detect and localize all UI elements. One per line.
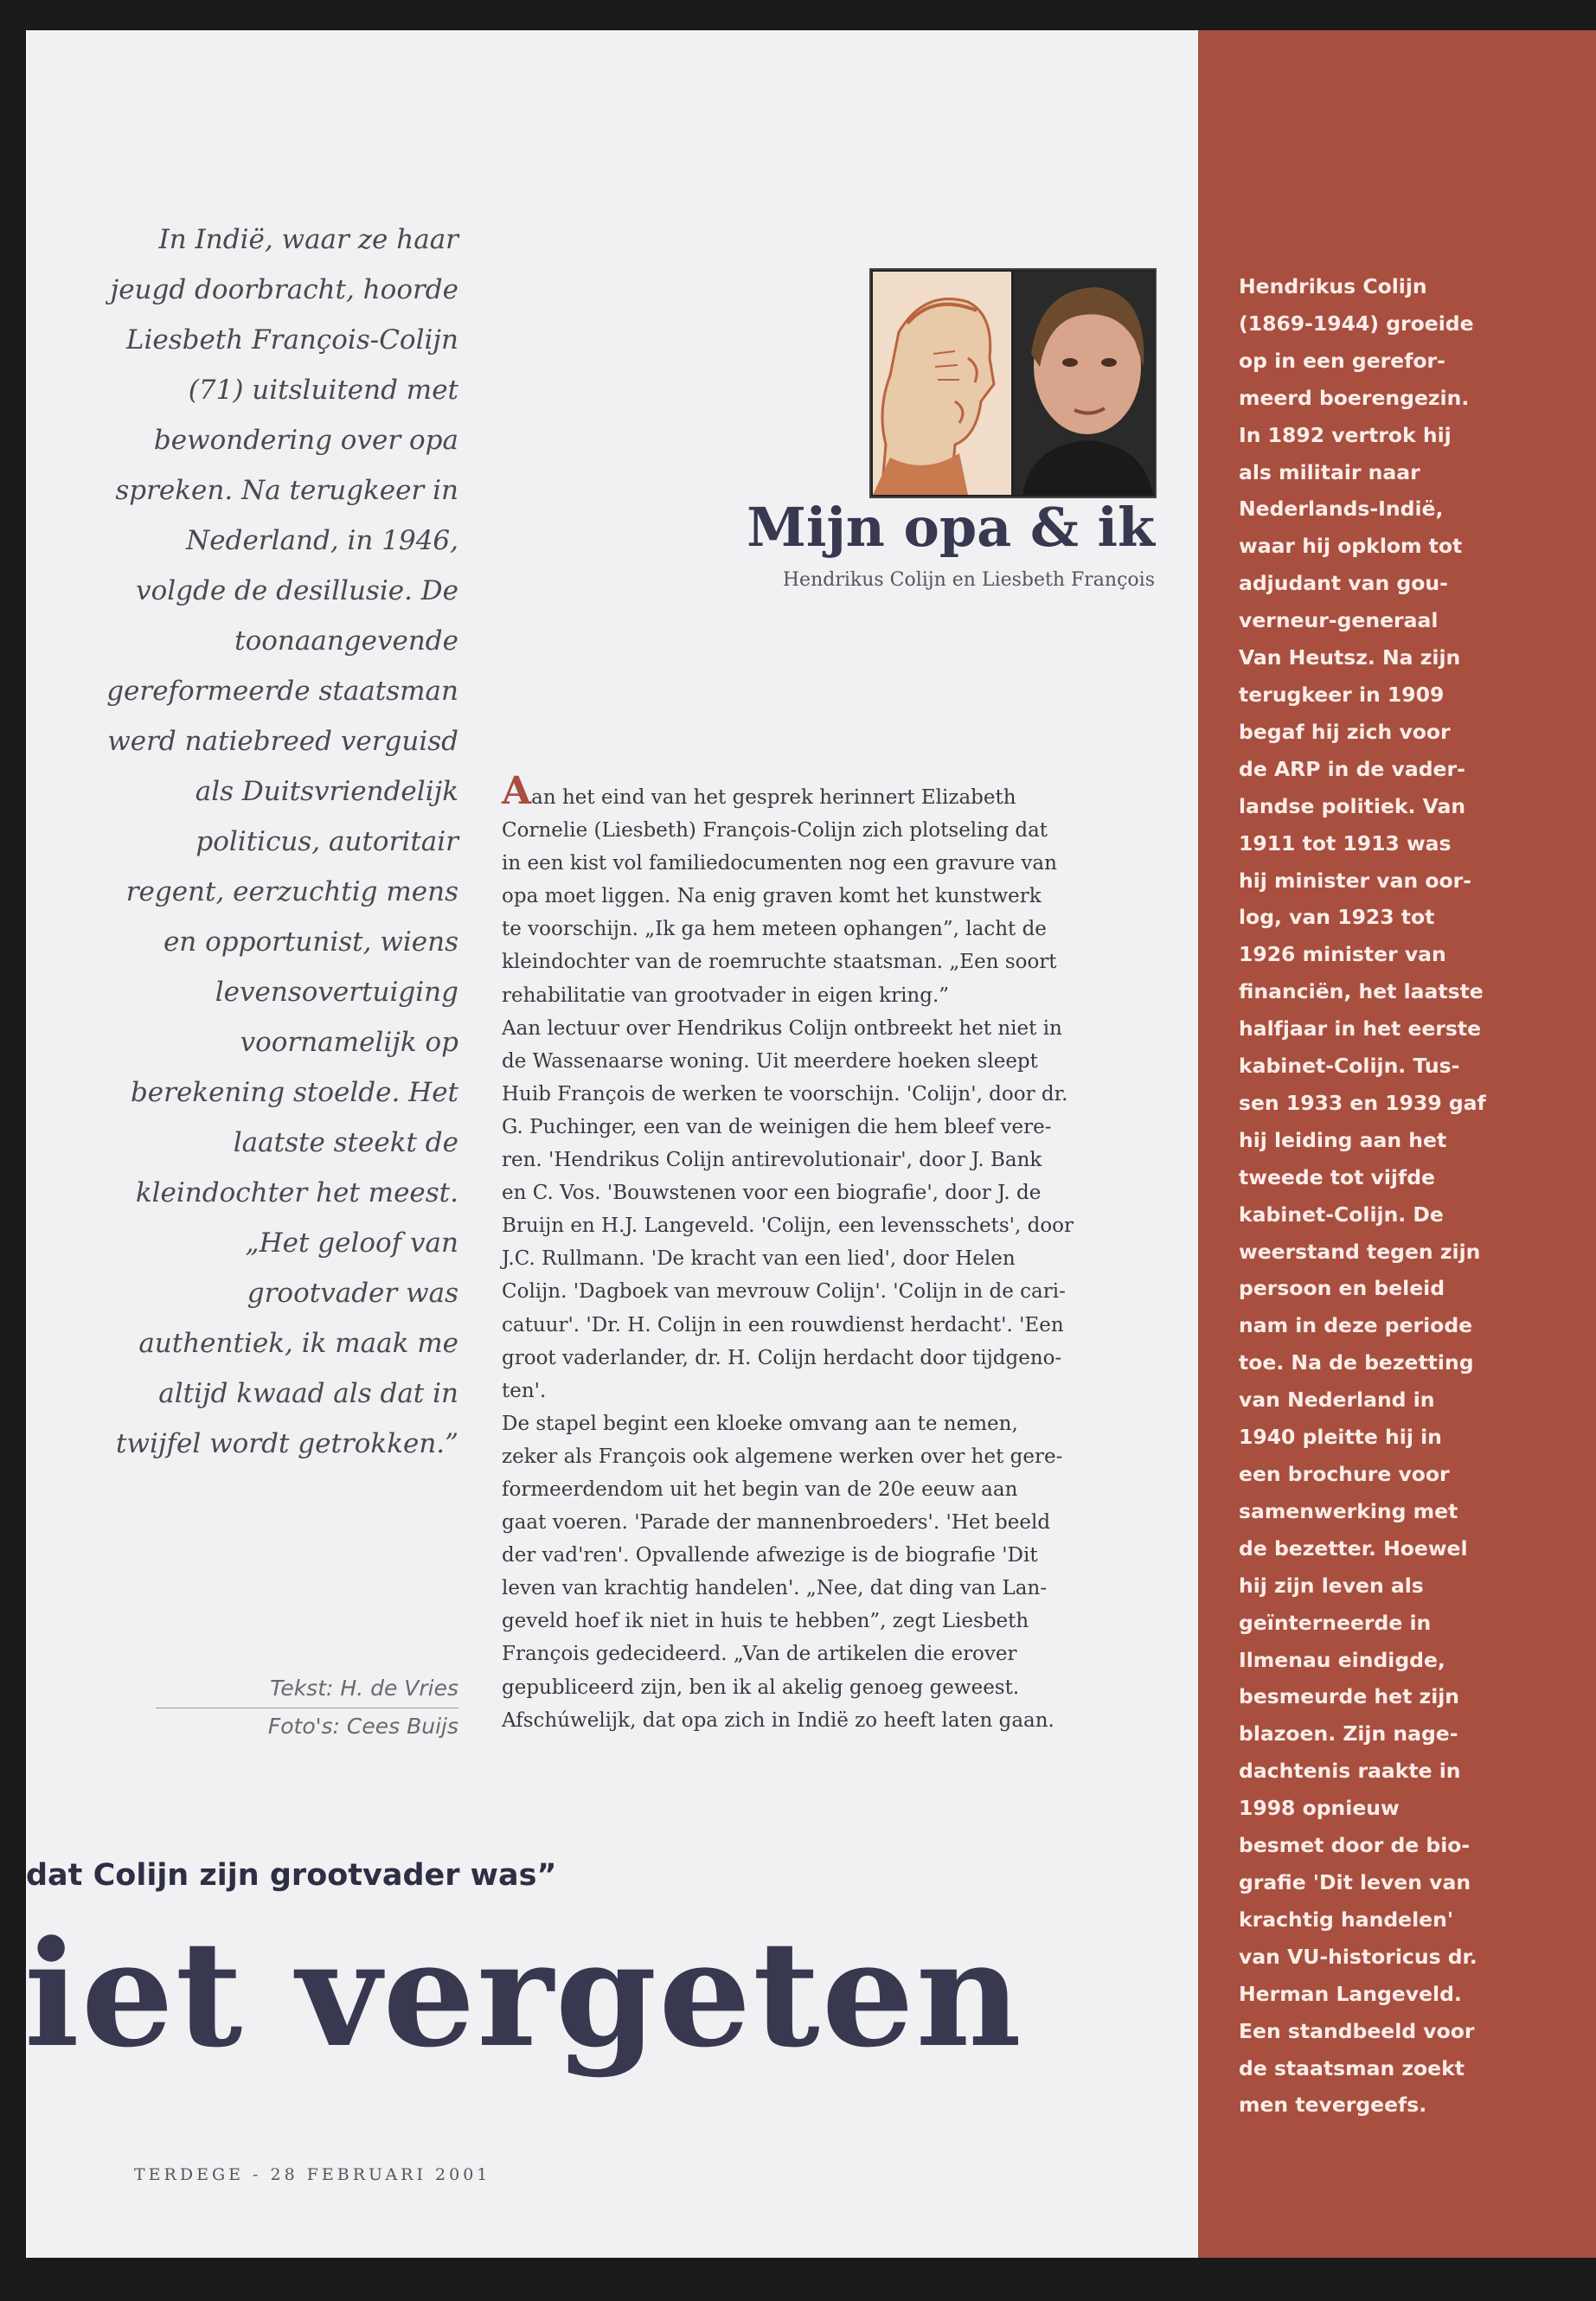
headline-title: iet vergeten — [24, 1908, 1023, 2080]
caricature-sketch-image — [873, 272, 1011, 495]
credit-photo: Foto's: Cees Buijs — [267, 1714, 458, 1739]
header-photo — [869, 268, 1157, 498]
drop-cap: A — [502, 769, 532, 813]
credits — [156, 1670, 458, 1746]
section-title: Mijn opa & ik — [747, 496, 1155, 559]
section-subtitle: Hendrikus Colijn en Liesbeth François — [782, 569, 1155, 591]
article-body — [502, 769, 1151, 1737]
headline-quote: dat Colijn zijn grootvader was” — [26, 1858, 557, 1893]
biography-text: Hendrikus Colijn (1869-1944) groeide op in een gerefor- meerd boerengezin. In 1892 vertrok hij als militair naar Nederlands-Indië, waar hij opklom tot adjudant van gou- verneur-generaal Van Heutsz. Na zijn terugkeer in 1909 begaf hij zich voor de ARP in de vader- landse politiek. Van 1911 tot 1913 was hij minister van oor- log, van 1923 tot 1926 minister van financiën, het laatste halfjaar in het eerste kabinet-Colijn. Tus- sen 1933 en 1939 gaf hij leiding aan het tweede tot vijfde kabinet-Colijn. De weerstand tegen zijn persoon en beleid nam in deze periode toe. Na de bezetting van Nederland in 1940 pleitte hij in een brochure voor samenwerking met de bezetter. Hoewel hij zijn leven als geïnterneerde in Ilmenau eindigde, besmeurde het zijn blazoen. Zijn nage- dachtenis raakte in 1998 opnieuw besmet door de bio- grafie 'Dit leven van krachtig handelen' van VU-historicus dr. Herman Langeveld. Een standbeeld voor de staatsman zoekt men tevergeefs. — [1239, 274, 1486, 2118]
intro-paragraph: In Indië, waar ze haar jeugd doorbracht, hoorde Liesbeth François-Colijn (71) uitsluitend met bewondering over opa spreken. Na terugkeer in Nederland, in 1946, volgde de desillusie. De toonaangevende gereformeerde staatsman werd natiebreed verguisd als Duitsvriendelijk politicus, autoritair regent, eerzuchtig mens en opportunist, wiens levensovertuiging voornamelijk op berekening stoelde. Het laatste steekt de kleindochter het meest. „Het geloof van grootvader was authentiek, ik maak me altijd kwaad als dat in twijfel wordt getrokken.” — [106, 224, 458, 1459]
article-text: an het eind van het gesprek herinnert Elizabeth Cornelie (Liesbeth) François-Colijn zich plotseling dat in een kist vol familiedocumenten nog een gravure van opa moet liggen. Na enig graven komt het kunstwerk te voorschijn. „Ik ga hem meteen ophangen”, lacht de kleindochter van de roemruchte staatsman. „Een soort rehabilitatie van grootvader in eigen kring.” Aan lectuur over Hendrikus Colijn ontbreekt het niet in de Wassenaarse woning. Uit meerdere hoeken sleept Huib François de werken te voorschijn. 'Colijn', door dr. G. Puchinger, een van de weinigen die hem bleef vere- ren. 'Hendrikus Colijn antirevolutionair', door J. Bank en C. Vos. 'Bouwstenen voor een biografie', door J. de Bruijn en H.J. Langeveld. 'Colijn, een levensschets', door J.C. Rullmann. 'De kracht van een lied', door Helen Colijn. 'Dagboek van mevrouw Colijn'. 'Colijn in de cari- catuur'. 'Dr. H. Colijn in een rouwdienst herdacht'. 'Een groot vaderlander, dr. H. Colijn herdacht door tijdgeno- ten'. De stapel begint een kloeke omvang aan te nemen, zeker als François ook algemene werken over het gere- formeerdendom uit het begin van de 20e eeuw aan gaat voeren. 'Parade der mannenbroeders'. 'Het beeld der vad'ren'. Opvallende afwezige is de biografie 'Dit leven van krachtig handelen'. „Nee, dat ding van Lan- geveld hoef ik niet in huis te hebben”, zegt Liesbeth François gedecideerd. „Van de artikelen die erover gepubliceerd zijn, ben ik al akelig genoeg geweest. Afschúwelijk, dat opa zich in Indië zo heeft laten gaan. — [502, 786, 1074, 1732]
credit-text: Tekst: H. de Vries — [270, 1676, 458, 1701]
portrait-photo-image — [1014, 272, 1153, 495]
page-footer: TERDEGE - 28 FEBRUARI 2001 — [134, 2165, 491, 2184]
